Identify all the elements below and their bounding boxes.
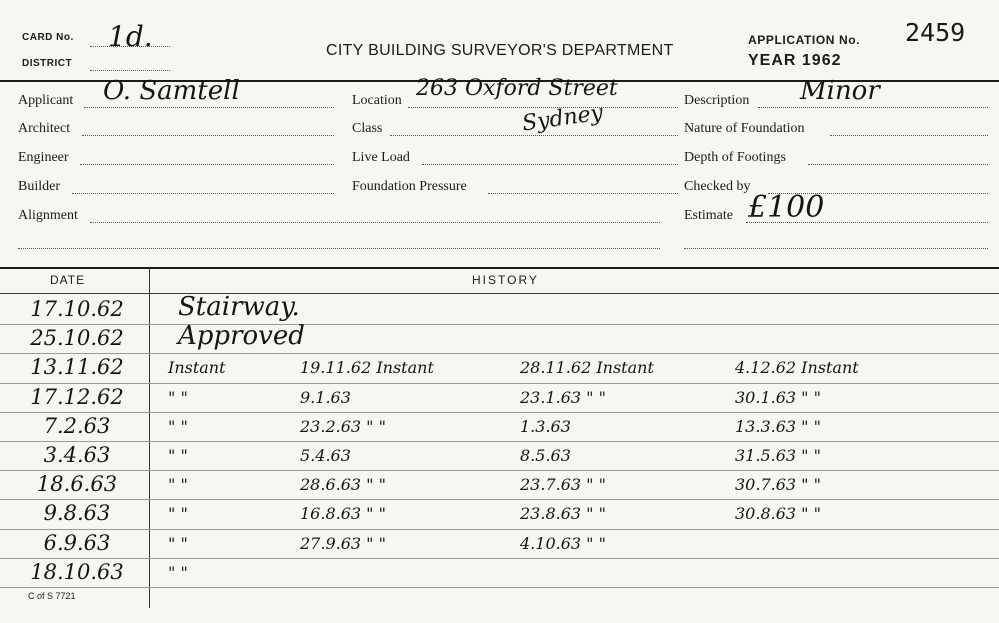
history-entry: 28.11.62 Instant xyxy=(520,358,654,377)
history-entry: " " xyxy=(168,446,188,465)
nature-of-foundation-label: Nature of Foundation xyxy=(684,121,805,136)
description-label: Description xyxy=(684,93,750,108)
history-date: 3.4.63 xyxy=(43,443,111,467)
estimate-line xyxy=(746,222,988,223)
history-entry: " " xyxy=(168,388,188,407)
history-entry: Stairway. xyxy=(178,292,300,322)
history-entry: 27.9.63 " " xyxy=(300,534,386,553)
row-rule xyxy=(0,587,999,588)
history-entry: 23.1.63 " " xyxy=(520,388,606,407)
applicant-label: Applicant xyxy=(18,93,74,108)
history-date: 7.2.63 xyxy=(43,414,111,438)
history-entry: 5.4.63 xyxy=(300,446,351,465)
engineer-line xyxy=(80,164,334,165)
district-line xyxy=(90,70,170,71)
history-entry: 8.5.63 xyxy=(520,446,571,465)
row-rule xyxy=(0,441,999,442)
location-line xyxy=(408,107,678,108)
history-entry: 4.12.62 Instant xyxy=(735,358,859,377)
history-entry: " " xyxy=(168,563,188,582)
class-label: Class xyxy=(352,121,383,136)
date-column-divider xyxy=(149,268,150,608)
application-number: 2459 xyxy=(905,18,966,47)
builder-line xyxy=(72,193,334,194)
right-extra-line xyxy=(684,248,988,249)
alignment-label: Alignment xyxy=(18,208,78,223)
history-entry: 30.8.63 " " xyxy=(735,504,821,523)
history-entry: 31.5.63 " " xyxy=(735,446,821,465)
history-entry: 19.11.62 Instant xyxy=(300,358,434,377)
form-code: C of S 7721 xyxy=(28,591,76,601)
description-line xyxy=(758,107,988,108)
row-rule xyxy=(0,383,999,384)
department-title: CITY BUILDING SURVEYOR'S DEPARTMENT xyxy=(326,42,674,59)
history-header: HISTORY xyxy=(472,273,539,287)
row-rule xyxy=(0,324,999,325)
card-no-line xyxy=(90,46,170,47)
history-date: 6.9.63 xyxy=(43,531,111,555)
estimate-value: £100 xyxy=(748,190,825,225)
class-line xyxy=(390,135,678,136)
history-date: 25.10.62 xyxy=(30,326,124,350)
history-entry: 16.8.63 " " xyxy=(300,504,386,523)
location-value-line2: Sydney xyxy=(520,100,605,137)
engineer-label: Engineer xyxy=(18,150,69,165)
history-entry: 13.3.63 " " xyxy=(735,417,821,436)
history-date: 18.10.63 xyxy=(30,560,124,584)
live-load-line xyxy=(422,164,678,165)
history-entry: Approved xyxy=(178,321,305,351)
history-entry: " " xyxy=(168,417,188,436)
checked-by-label: Checked by xyxy=(684,179,751,194)
extra-line xyxy=(18,248,660,249)
date-header: DATE xyxy=(50,273,86,287)
history-entry: 23.2.63 " " xyxy=(300,417,386,436)
builder-label: Builder xyxy=(18,179,60,194)
architect-label: Architect xyxy=(18,121,71,136)
depth-of-footings-label: Depth of Footings xyxy=(684,150,786,165)
alignment-line xyxy=(90,222,660,223)
history-entry: " " xyxy=(168,475,188,494)
history-date: 17.10.62 xyxy=(30,297,124,321)
foundation-pressure-line xyxy=(488,193,678,194)
history-entry: 9.1.63 xyxy=(300,388,351,407)
history-date: 17.12.62 xyxy=(30,385,124,409)
row-rule xyxy=(0,470,999,471)
history-entry: 30.1.63 " " xyxy=(735,388,821,407)
history-date: 18.6.63 xyxy=(36,472,118,496)
row-rule xyxy=(0,412,999,413)
history-entry: 23.8.63 " " xyxy=(520,504,606,523)
application-label: APPLICATION No. xyxy=(748,33,861,47)
district-label: DISTRICT xyxy=(22,58,73,69)
history-date: 13.11.62 xyxy=(30,355,124,379)
history-entry: 1.3.63 xyxy=(520,417,571,436)
history-entry: " " xyxy=(168,504,188,523)
history-entry: 23.7.63 " " xyxy=(520,475,606,494)
depth-of-footings-line xyxy=(808,164,988,165)
foundation-pressure-label: Foundation Pressure xyxy=(352,179,467,194)
row-rule xyxy=(0,529,999,530)
card-no-value: 1d. xyxy=(108,20,153,53)
row-rule xyxy=(0,499,999,500)
history-entry: 30.7.63 " " xyxy=(735,475,821,494)
history-date: 9.8.63 xyxy=(43,501,111,525)
card-no-label: CARD No. xyxy=(22,32,74,43)
history-entry: Instant xyxy=(168,358,226,377)
location-label: Location xyxy=(352,93,402,108)
year-label: YEAR 1962 xyxy=(748,52,842,69)
live-load-label: Live Load xyxy=(352,150,410,165)
history-entry: 28.6.63 " " xyxy=(300,475,386,494)
nature-of-foundation-line xyxy=(830,135,988,136)
history-entry: 4.10.63 " " xyxy=(520,534,606,553)
table-header-rule xyxy=(0,293,999,294)
location-value-line1: 263 Oxford Street xyxy=(416,76,618,101)
history-entry: " " xyxy=(168,534,188,553)
description-value: Minor xyxy=(800,76,880,106)
estimate-label: Estimate xyxy=(684,208,733,223)
row-rule xyxy=(0,558,999,559)
architect-line xyxy=(82,135,334,136)
applicant-value: O. Samtell xyxy=(103,76,240,106)
row-rule xyxy=(0,353,999,354)
applicant-line xyxy=(84,107,334,108)
